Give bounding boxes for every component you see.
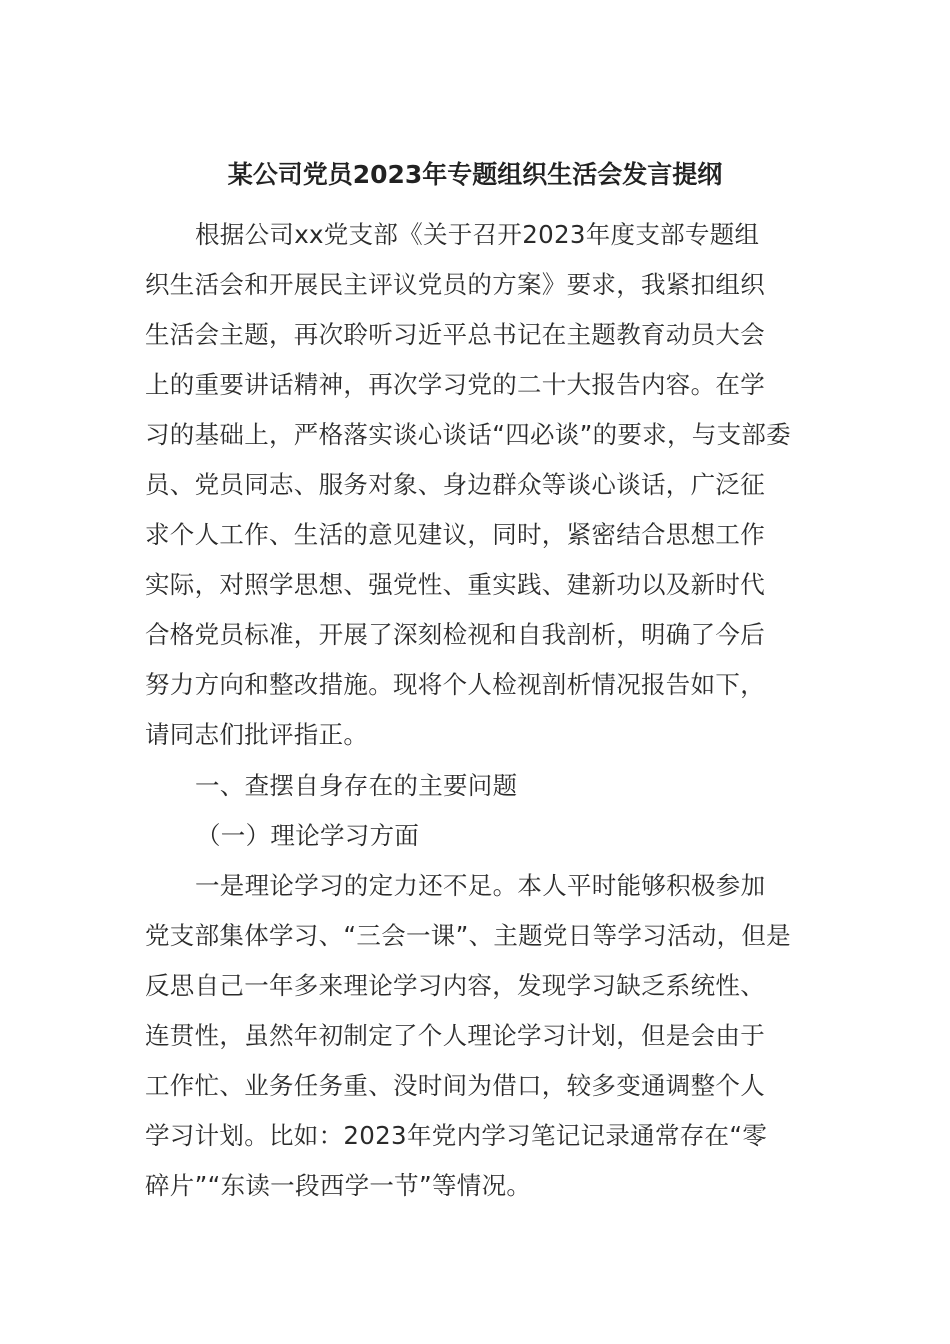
document-title: 某公司党员2023年专题组织生活会发言提纲: [227, 160, 723, 189]
paragraph-line: 请同志们批评指正。: [145, 720, 369, 749]
paragraph-line: 一是理论学习的定力还不足。本人平时能够积极参加: [195, 871, 766, 900]
paragraph-line: 求个人工作、生活的意见建议，同时，紧密结合思想工作: [145, 520, 765, 549]
paragraph-line: 员、党员同志、服务对象、身边群众等谈心谈话，广泛征: [145, 470, 765, 499]
paragraph-line: 实际，对照学思想、强党性、重实践、建新功以及新时代: [145, 570, 765, 599]
paragraph-line: 织生活会和开展民主评议党员的方案》要求，我紧扣组织: [145, 270, 765, 299]
paragraph-line: 生活会主题，再次聆听习近平总书记在主题教育动员大会: [145, 320, 765, 349]
paragraph-line: 上的重要讲话精神，再次学习党的二十大报告内容。在学: [145, 370, 765, 399]
paragraph-line: 根据公司xx党支部《关于召开2023年度支部专题组: [195, 220, 760, 249]
paragraph-line: 合格党员标准，开展了深刻检视和自我剖析，明确了今后: [145, 620, 765, 649]
paragraph-line: 碎片”“东读一段西学一节”等情况。: [145, 1171, 532, 1200]
paragraph-line: 党支部集体学习、“三会一课”、主题党日等学习活动，但是: [145, 921, 791, 950]
paragraph-line: 学习计划。比如：2023年党内学习笔记记录通常存在“零: [145, 1121, 768, 1150]
paragraph-line: 习的基础上，严格落实谈心谈话“四必谈”的要求，与支部委: [145, 420, 791, 449]
subsection-heading: （一）理论学习方面: [196, 821, 420, 850]
paragraph-line: 工作忙、业务任务重、没时间为借口，较多变通调整个人: [145, 1071, 765, 1100]
paragraph-line: 反思自己一年多来理论学习内容，发现学习缺乏系统性、: [145, 971, 765, 1000]
paragraph-line: 努力方向和整改措施。现将个人检视剖析情况报告如下，: [145, 670, 765, 699]
paragraph-line: 连贯性，虽然年初制定了个人理论学习计划，但是会由于: [145, 1021, 765, 1050]
section-heading: 一、查摆自身存在的主要问题: [195, 771, 518, 800]
